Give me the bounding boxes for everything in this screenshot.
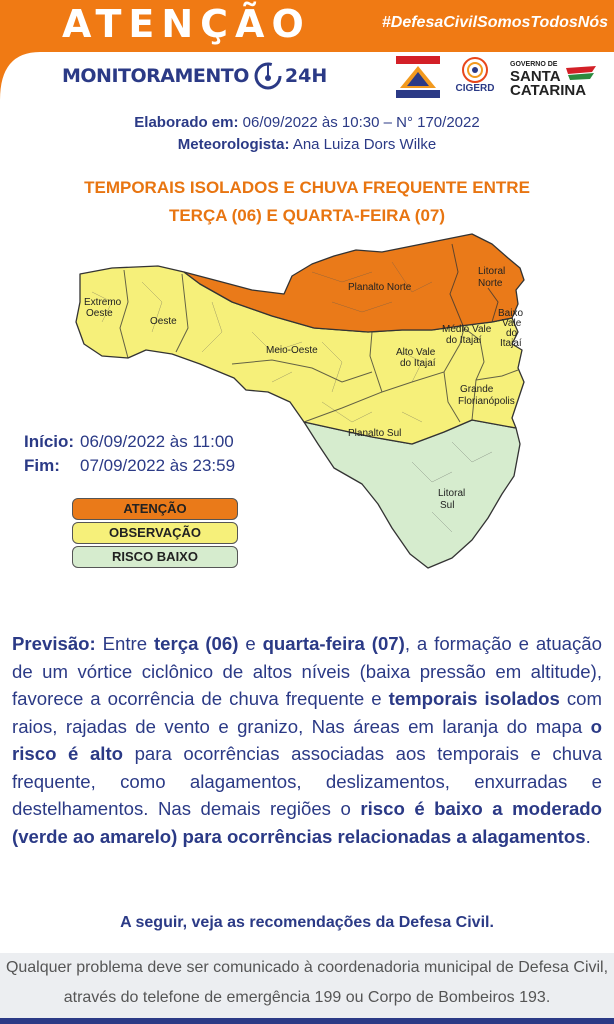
label-grande-floripa-1: Grande: [460, 384, 494, 395]
footer-line-2: através do telefone de emergência 199 ou Corpo de Bombeiros 193.: [63, 989, 551, 1006]
forecast-text-1: Entre: [95, 633, 154, 654]
forecast-bold-5: risco é baixo a moderado (verde ao amarelo) para ocorrências relacionadas a alagamentos: [12, 798, 602, 847]
headline-line-2: TERÇA (06) E QUARTA-FEIRA (07): [168, 206, 446, 225]
label-planalto-norte: Planalto Norte: [348, 282, 412, 293]
label-extremo-oeste-1: Extremo: [84, 297, 122, 308]
follow-up-text: A seguir, veja as recomendações da Defesa Civil.: [120, 914, 494, 931]
monitoramento-text: MONITORAMENTO: [62, 65, 249, 87]
label-extremo-oeste-2: Oeste: [86, 308, 113, 319]
forecast-bold-3: temporais isolados: [388, 688, 560, 709]
inicio-value: 06/09/2022 às 11:00: [80, 432, 234, 451]
governo-de-text: GOVERNO DE: [510, 61, 558, 68]
label-meio-oeste: Meio-Oeste: [266, 345, 318, 356]
forecast-bold-1: terça (06): [153, 633, 239, 654]
forecast-bold-4: o risco é alto: [12, 715, 602, 764]
footer-line-1: Qualquer problema deve ser comunicado à coordenadoria municipal de Defesa Civil,: [5, 959, 609, 976]
cigerd-logo: [452, 56, 498, 98]
label-baixo-vale-4: Itajaí: [500, 338, 522, 349]
headline-line-1: TEMPORAIS ISOLADOS E CHUVA FREQUENTE ENTRE: [84, 178, 530, 197]
meteorologista-label: Meteorologista:: [177, 136, 290, 153]
meteorologista-line: [0, 136, 614, 153]
elaborado-line: [0, 114, 614, 131]
forecast-text-5: para ocorrências associadas aos temporais e chuva frequente, como alagamentos, deslizamentos, enxurradas e destelhamentos. Nas demais regiões o: [12, 743, 603, 819]
inicio-label: Início:: [24, 432, 75, 451]
cigerd-text: CIGERD: [455, 83, 495, 94]
alert-headline: [0, 174, 614, 230]
label-litoral-norte-1: Litoral: [478, 266, 506, 277]
footer: [0, 953, 614, 1024]
label-baixo-vale-2: Vale: [502, 318, 522, 329]
elaborado-label: Elaborado em:: [134, 114, 239, 131]
forecast-bold-2: quarta-feira (07): [262, 633, 405, 654]
monitoramento-24h-logo: [62, 60, 327, 92]
label-medio-vale-1: Médio Vale: [442, 324, 492, 335]
legend-observacao: OBSERVAÇÃO: [72, 522, 238, 544]
fim-label: Fim:: [24, 456, 60, 475]
forecast-text-3: , a formação e atuação de um vórtice ciclônico de altos níveis (baixa pressão em altitude), favorece a ocorrência de chuva frequente e: [12, 633, 602, 709]
label-medio-vale-2: do Itajaí: [446, 335, 482, 346]
label-baixo-vale-3: do: [506, 328, 518, 339]
forecast-label: Previsão:: [12, 633, 96, 654]
governo-santa-catarina-logo: [508, 58, 602, 98]
defesa-civil-logo: [396, 56, 440, 98]
24h-text: 24H: [284, 65, 328, 87]
forecast-text-6: .: [585, 825, 591, 847]
catarina-text: CATARINA: [510, 82, 587, 98]
forecast-text: [12, 630, 602, 850]
fim-value: 07/09/2022 às 23:59: [80, 456, 236, 475]
label-alto-vale-1: Alto Vale: [396, 347, 436, 358]
label-baixo-vale-1: Baixo: [498, 308, 524, 319]
hashtag: #DefesaCivilSomosTodosNós: [381, 14, 608, 31]
clock-icon: [253, 61, 283, 91]
elaborado-value: 06/09/2022 às 10:30 – N° 170/2022: [242, 114, 480, 131]
inicio-line: [24, 432, 234, 452]
forecast-text-2: e: [238, 633, 263, 654]
fim-line: [24, 456, 235, 476]
label-planalto-sul: Planalto Sul: [348, 428, 402, 439]
label-grande-floripa-2: Florianópolis: [458, 396, 515, 407]
footer-bar: [0, 1018, 614, 1024]
santa-catarina-risk-map: [72, 232, 546, 572]
alert-title: ATENÇÃO: [62, 2, 311, 46]
meteorologista-value: Ana Luiza Dors Wilke: [292, 136, 437, 153]
legend-atencao: ATENÇÃO: [72, 498, 238, 520]
label-litoral-norte-2: Norte: [478, 278, 503, 289]
label-oeste: Oeste: [150, 316, 177, 327]
legend-risco-baixo: RISCO BAIXO: [72, 546, 238, 568]
label-litoral-sul-2: Sul: [440, 500, 455, 511]
forecast-text-4: com raios, rajadas de vento e granizo, Nas áreas em laranja do mapa: [12, 688, 602, 737]
label-alto-vale-2: do Itajaí: [400, 358, 436, 369]
label-litoral-sul-1: Litoral: [438, 488, 466, 499]
santa-text: SANTA: [510, 68, 561, 85]
